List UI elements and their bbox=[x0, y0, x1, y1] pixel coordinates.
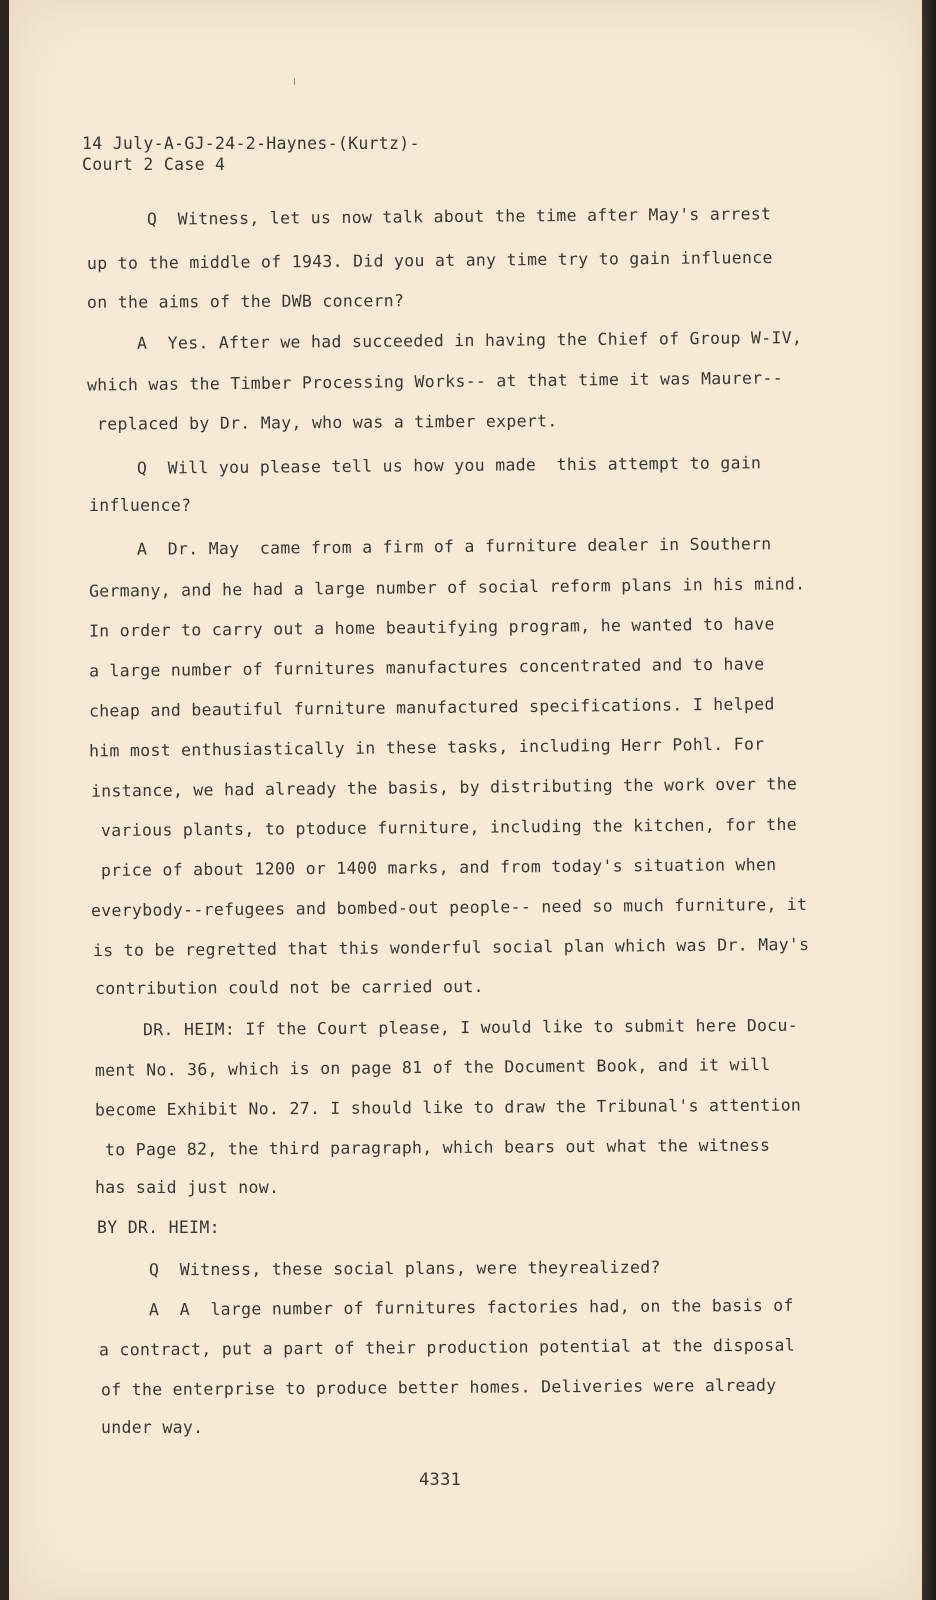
transcript-line: influence? bbox=[89, 496, 192, 515]
transcript-line: under way. bbox=[101, 1418, 204, 1437]
transcript-line: which was the Timber Processing Works-- at that time it was Maurer-- bbox=[86, 368, 783, 395]
transcript-line: of the enterprise to produce better homes. Deliveries were already bbox=[100, 1375, 777, 1400]
transcript-line: Q Will you please tell us how you made this attempt to gain bbox=[136, 453, 762, 478]
transcript-line: a contract, put a part of their production potential at the disposal bbox=[98, 1335, 795, 1360]
transcript-line: BY DR. HEIM: bbox=[97, 1218, 220, 1237]
transcript-line: contribution could not be carried out. bbox=[94, 976, 484, 999]
transcript-line: up to the middle of 1943. Did you at any time try to gain influence bbox=[86, 248, 773, 273]
transcript-line: Q Witness, let us now talk about the time after May's arrest bbox=[146, 204, 772, 229]
transcript-line: DR. HEIM: If the Court please, I would like to submit here Docu- bbox=[142, 1015, 799, 1040]
transcript-line: In order to carry out a home beautifying program, he wanted to have bbox=[88, 614, 775, 641]
transcript-line: ment No. 36, which is on page 81 of the Document Book, and it will bbox=[94, 1055, 771, 1080]
transcript-line: various plants, to ptoduce furniture, including the kitchen, for the bbox=[100, 814, 797, 841]
transcript-line: has said just now. bbox=[95, 1178, 280, 1197]
transcript-line: Q Witness, these social plans, were theyrealized? bbox=[148, 1257, 661, 1280]
transcript-line: to Page 82, the third paragraph, which bears out what the witness bbox=[104, 1135, 771, 1160]
transcript-line: A Yes. After we had succeeded in having the Chief of Group W-IV, bbox=[136, 328, 803, 353]
transcript-line: instance, we had already the basis, by distributing the work over the bbox=[90, 774, 798, 801]
scan-edge bbox=[922, 0, 936, 1600]
page-number: 4331 bbox=[419, 1470, 462, 1490]
transcript-line: become Exhibit No. 27. I should like to draw the Tribunal's attention bbox=[94, 1095, 802, 1120]
transcript-line: Germany, and he had a large number of social reform plans in his mind. bbox=[88, 574, 806, 601]
document-header bbox=[82, 133, 420, 175]
transcript-line: a large number of furnitures manufactures concentrated and to have bbox=[88, 654, 765, 681]
paper-speck bbox=[294, 78, 295, 85]
transcript-line: cheap and beautiful furniture manufactured specifications. I helped bbox=[88, 694, 775, 721]
transcript-line: A A large number of furnitures factories had, on the basis of bbox=[148, 1295, 794, 1320]
header-court-line: Court 2 Case 4 bbox=[82, 155, 226, 174]
transcript-line: him most enthusiastically in these tasks, including Herr Pohl. For bbox=[88, 734, 765, 761]
transcript-line: on the aims of the DWB concern? bbox=[86, 291, 405, 312]
transcript-line: price of about 1200 or 1400 marks, and from today's situation when bbox=[100, 855, 777, 880]
header-reference-line: 14 July-A-GJ-24-2-Haynes-(Kurtz)- bbox=[82, 134, 420, 153]
transcript-line: replaced by Dr. May, who was a timber expert. bbox=[96, 411, 558, 434]
transcript-line: is to be regretted that this wonderful social plan which was Dr. May's bbox=[92, 934, 810, 961]
transcript-line: A Dr. May came from a firm of a furniture dealer in Southern bbox=[136, 534, 772, 559]
transcript-line: everybody--refugees and bombed-out people-- need so much furniture, it bbox=[90, 894, 808, 921]
document-page bbox=[9, 0, 927, 1600]
